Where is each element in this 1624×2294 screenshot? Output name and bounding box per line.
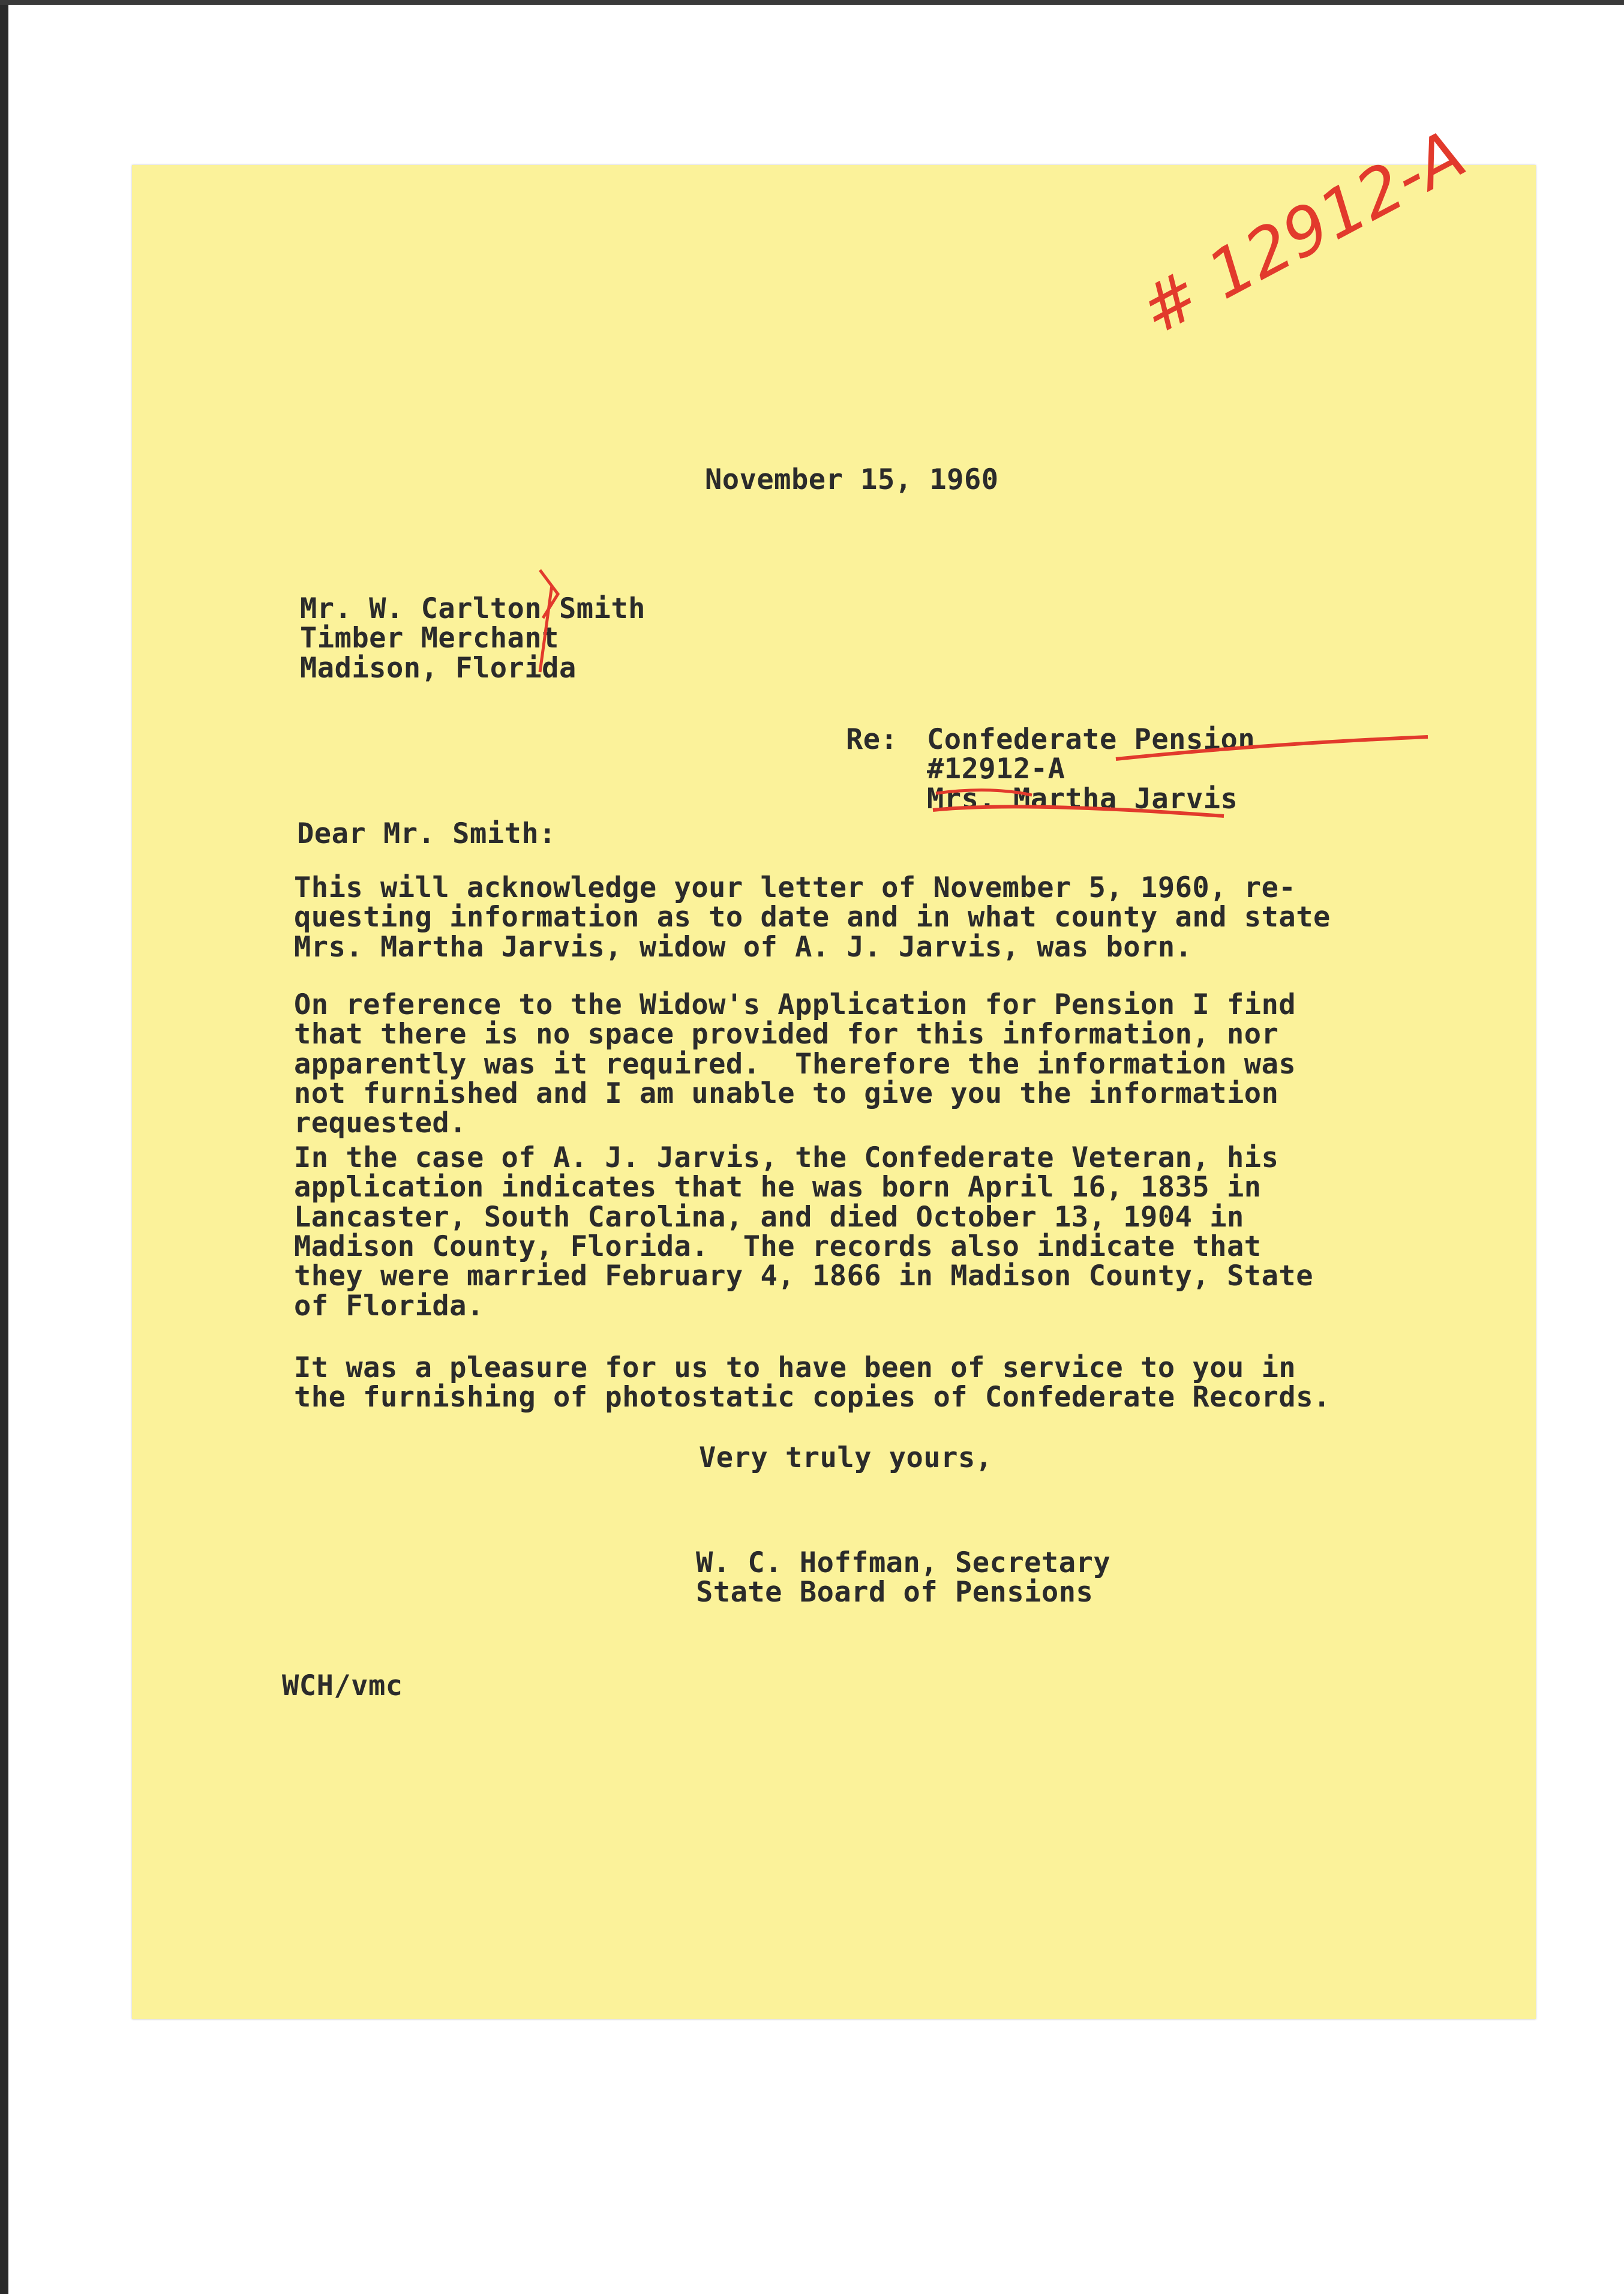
complimentary-close: Very truly yours,	[699, 1441, 993, 1474]
paragraph-veteran-details: In the case of A. J. Jarvis, the Confederate Veteran, his application indicates that he was born April 16, 1835 in Lancaster, South Carolina, and died October 13, 1904 in Madison County, Florida. The records also indicate that they were married February 4, 1866 in Madison County, State of Florida.	[294, 1141, 1313, 1323]
signer-office: State Board of Pensions	[696, 1576, 1094, 1609]
red-underline-name	[933, 806, 1224, 816]
red-strike-name	[936, 790, 1032, 795]
reference-initials: WCH/vmc	[282, 1669, 403, 1702]
letter-date: November 15, 1960	[705, 463, 999, 496]
salutation: Dear Mr. Smith:	[297, 817, 556, 850]
re-label: Re:	[846, 723, 898, 756]
re-subject-line: Confederate Pension	[927, 723, 1256, 756]
recipient-title: Timber Merchant	[300, 622, 559, 655]
re-pension-number: #12912-A	[927, 752, 1065, 786]
handwritten-pension-number: # 12912-A	[1128, 115, 1478, 350]
recipient-name: Mr. W. Carlton Smith	[300, 592, 646, 625]
red-caret-mark	[540, 570, 558, 672]
signer-name: W. C. Hoffman, Secretary	[696, 1546, 1111, 1579]
paragraph-acknowledgement: This will acknowledge your letter of November 5, 1960, re- questing information as to date and in what county and state Mrs. Martha Jarvis, widow of A. J. Jarvis, was born.	[294, 871, 1331, 964]
recipient-city: Madison, Florida	[300, 651, 577, 685]
paragraph-closing-remark: It was a pleasure for us to have been of service to you in the furnishing of photostatic copies of Confederate Records.	[294, 1351, 1331, 1414]
paragraph-application-reference: On reference to the Widow's Application for Pension I find that there is no space provided for this information, nor apparently was it required. Therefore the information was not furnished and I am unable to give you the information requested.	[294, 988, 1296, 1140]
red-underline-top	[1116, 737, 1428, 759]
re-widow-name: Mrs. Martha Jarvis	[927, 782, 1238, 815]
